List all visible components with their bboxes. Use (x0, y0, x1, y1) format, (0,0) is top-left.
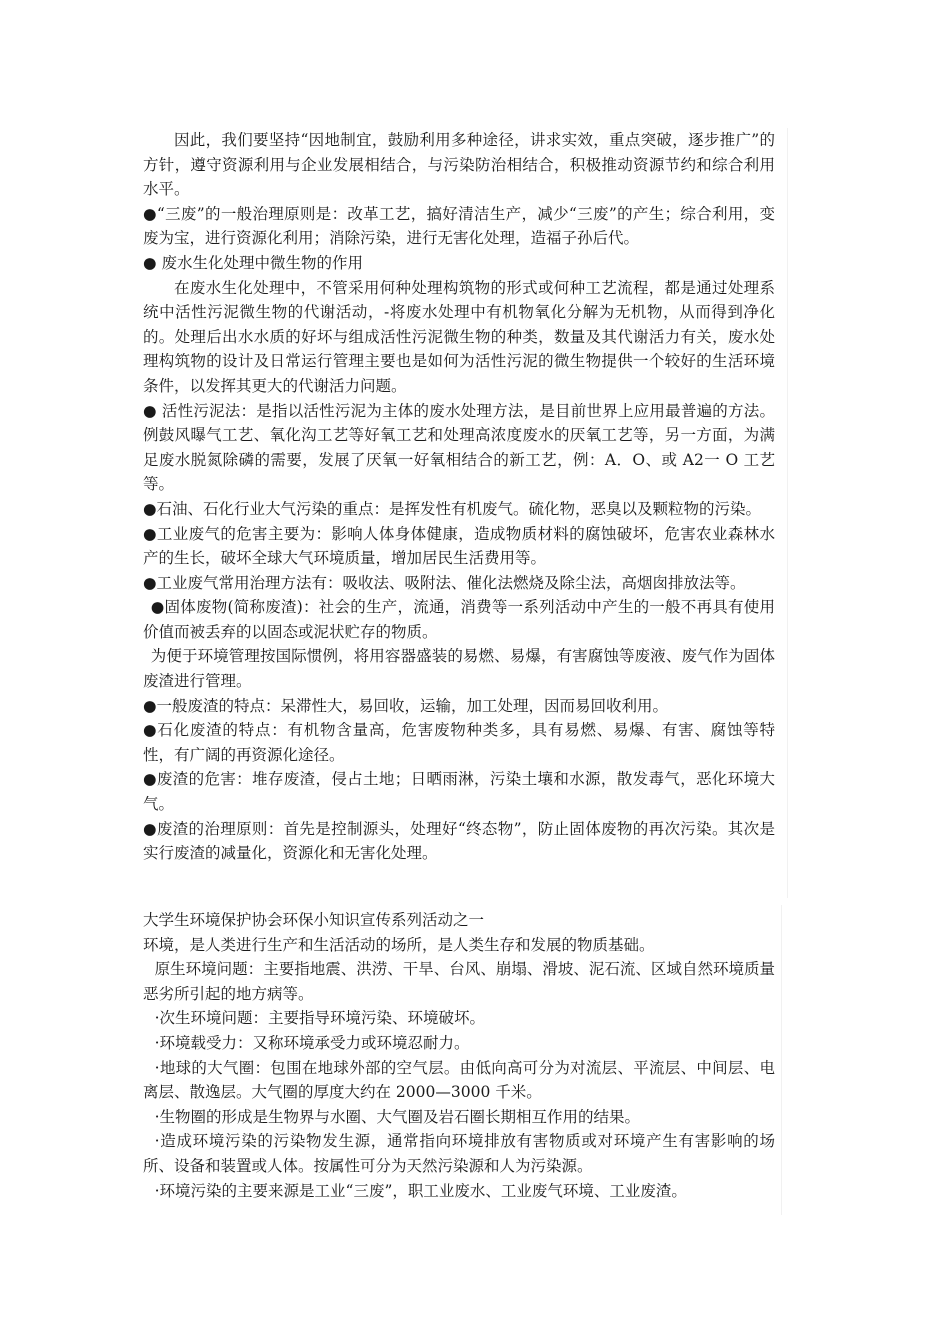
paragraph: ●废渣的危害：堆存废渣，侵占土地；日晒雨淋，污染土壤和水源，散发毒气，恶化环境大气。 (143, 770, 775, 814)
paragraph: ·生物圈的形成是生物界与水圈、大气圈及岩石圈长期相互作用的结果。 (154, 1107, 641, 1126)
paragraph: ● 废水生化处理中微生物的作用 (143, 253, 363, 272)
paragraph: ●废渣的治理原则：首先是控制源头，处理好“终态物”，防止固体废物的再次污染。其次是实行废渣的减量化，资源化和无害化处理。 (143, 819, 775, 863)
paragraph: ·造成环境污染的污染物发生源，通常指向环境排放有害物质或对环境产生有害影响的场所、设备和装置或人体。按属性可分为天然污染源和人为污染源。 (143, 1132, 775, 1175)
paragraph: ·地球的大气圈：包围在地球外部的空气层。由低向高可分为对流层、平流层、中间层、电离层、散逸层。大气圈的厚度大约在 2000—3000 千米。 (143, 1058, 775, 1102)
paragraph: ●“三废”的一般治理原则是：改革工艺，搞好清洁生产，减少“三废”的产生；综合利用，变废为宝，进行资源化利用；消除污染，进行无害化处理，造福子孙后代。 (143, 204, 775, 248)
paragraph: 为便于环境管理按国际惯例，将用容器盛装的易燃、易爆，有害腐蚀等废液、废气作为固体废渣进行管理。 (143, 647, 775, 691)
paragraph: 在废水生化处理中，不管采用何种处理构筑物的形式或何种工艺流程，都是通过处理系统中活性污泥微生物的代谢活动，-将废水处理中有机物氧化分解为无机物，从而得到净化的。处理后出水水质的好坏与组成活性污泥微生物的种类，数量及其代谢活力有关，废水处理构筑物的设计及日常运行管理主要也是如何为活性污泥的微生物提供一个较好的生活环境条件，以发挥其更大的代谢活力问题。 (143, 278, 775, 395)
paragraph: 原生环境问题：主要指地震、洪涝、干旱、台风、崩塌、滑坡、泥石流、区域自然环境质量恶劣所引起的地方病等。 (143, 960, 775, 1003)
paragraph: ●工业废气常用治理方法有：吸收法、吸附法、催化法燃烧及除尘法，高烟囱排放法等。 (143, 573, 746, 592)
paragraph: ●工业废气的危害主要为：影响人体身体健康，造成物质材料的腐蚀破坏，危害农业森林水产的生长，破坏全球大气环境质量，增加居民生活费用等。 (143, 524, 775, 568)
paragraph: ·环境载受力：又称环境承受力或环境忍耐力。 (154, 1033, 470, 1052)
paragraph: ● 活性污泥法：是指以活性污泥为主体的废水处理方法，是目前世界上应用最普遍的方法。例鼓风曝气工艺、氧化沟工艺等好氧工艺和处理高浓度废水的厌氧工艺等，另一方面，为满足废水脱氮除磷的需要，发展了厌氧一好氧相结合的新工艺，例：A．O、或 A2一 O 工艺等。 (143, 401, 775, 494)
section-environment-knowledge (143, 908, 775, 1203)
section-title: 大学生环境保护协会环保小知识宣传系列活动之一 (143, 911, 485, 929)
paragraph: ●石油、石化行业大气污染的重点：是挥发性有机废气。硫化物，恶臭以及颗粒物的污染。 (143, 499, 762, 518)
paragraph: ●石化废渣的特点：有机物含量高，危害废物种类多，具有易燃、易爆、有害、腐蚀等特性，有广阔的再资源化途径。 (143, 721, 775, 764)
page-edge-line (787, 128, 788, 898)
paragraph: 环境，是人类进行生产和生活活动的场所，是人类生存和发展的物质基础。 (143, 935, 655, 954)
paragraph: ●一般废渣的特点：呆滞性大，易回收，运输，加工处理，因而易回收利用。 (143, 696, 669, 715)
section-waste-treatment (143, 128, 775, 866)
paragraph: 因此，我们要坚持“因地制宜，鼓励利用多种途径，讲求实效，重点突破，逐步推广”的方针，遵守资源利用与企业发展相结合，与污染防治相结合，积极推动资源节约和综合利用水平。 (143, 131, 775, 199)
paragraph: ·环境污染的主要来源是工业“三废”，职工业废水、工业废气环境、工业废渣。 (154, 1181, 687, 1200)
paragraph: ·次生环境问题：主要指导环境污染、环境破坏。 (154, 1009, 486, 1028)
paragraph: ●固体废物(简称废渣)：社会的生产，流通，消费等一系列活动中产生的一般不再具有使用价值而被丢弃的以固态或泥状贮存的物质。 (143, 598, 775, 641)
page-edge-line (781, 905, 782, 1215)
